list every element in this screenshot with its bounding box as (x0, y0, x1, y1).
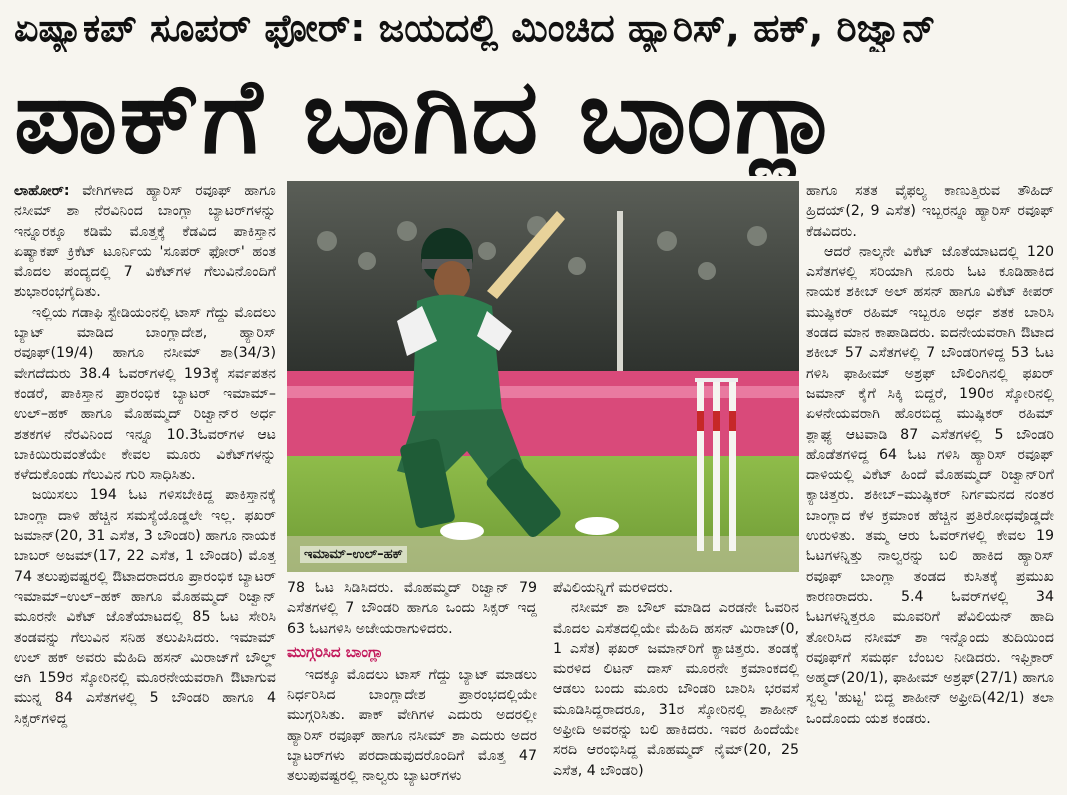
kicker-headline: ಏಷ್ಯಾಕಪ್ ಸೂಪರ್ ಫೋರ್: ಜಯದಲ್ಲಿ ಮಿಂಚಿದ ಹ್ಯಾರಿಸ್, ಹಕ್, ರಿಜ್ವಾನ್ (14, 6, 936, 50)
cricket-photo (287, 181, 799, 572)
photo-caption: ಇಮಾಮ್–ಉಲ್–ಹಕ್ (300, 546, 407, 563)
batsman-illustration (287, 181, 799, 572)
article-column-4 (806, 181, 1054, 793)
dateline: ಲಾಹೋರ್: (14, 183, 70, 199)
paragraph-text: ವೇಗಿಗಳಾದ ಹ್ಯಾರಿಸ್ ರವೂಫ್ ಹಾಗೂ ನಸೀಮ್ ಶಾ ನೆರವಿನಿಂದ ಬಾಂಗ್ಲಾ ಬ್ಯಾಟರ್‌ಗಳನ್ನು ಇನ್ನೂರಕ್ಕೂ ಕಡಿಮೆ ಮೊತ್ತಕ್ಕೆ ಕೆಡವಿದ ಪಾಕಿಸ್ತಾನ ಏಷ್ಯಾಕಪ್ ಕ್ರಿಕೆಟ್ ಟೂರ್ನಿಯ 'ಸೂಪರ್ ಫೋರ್' ಹಂತ ಮೊದಲ ಪಂದ್ಯದಲ್ಲಿ 7 ವಿಕೆಟ್‌ಗಳ ಗೆಲುವಿನೊಂದಿಗೆ ಶುಭಾರಂಭಗೈದಿತು. (14, 183, 276, 301)
paragraph: ಆದರೆ ನಾಲ್ಕನೇ ವಿಕೆಟ್ ಜೊತೆಯಾಟದಲ್ಲಿ 120 ಎಸೆತಗಳಲ್ಲಿ ಸರಿಯಾಗಿ ನೂರು ಓಟ ಕೂಡಿಹಾಕಿದ ನಾಯಕ ಶಕೀಬ್ ಅಲ್ ಹಸನ್ ಹಾಗೂ ವಿಕೆಟ್ ಕೀಪರ್ ಮುಷ್ಫಿಕರ್ ರಹಿಮ್ ಇಬ್ಬರೂ ಅರ್ಧ ಶತಕ ಬಾರಿಸಿ ತಂಡದ ಮಾನ ಕಾಪಾಡಿದರು. ಐದನೇಯವರಾಗಿ ಔಟಾದ ಶಕೀಬ್ 57 ಎಸೆತಗಳಲ್ಲಿ 7 ಬೌಂಡರಿಗಳಿದ್ದ 53 ಓಟ ಗಳಿಸಿ ಫಾಹೀಮ್ ಅಶ್ರಫ್ ಬೌಲಿಂಗಿನಲ್ಲಿ ಫಖರ್ ಜಮಾನ್ ಕೈಗೆ ಸಿಕ್ಕಿ ಬಿದ್ದರೆ, 190ರ ಸ್ಕೋರಿನಲ್ಲಿ ಏಳನೇಯವರಾಗಿ ಹೊರಬಿದ್ದ ಮುಷ್ಫಿಕರ್ ರಹಿಮ್ ಶ್ಲಾಘ್ಯ ಆಟವಾಡಿ 87 ಎಸೆತಗಳಲ್ಲಿ 5 ಬೌಂಡರಿ ಹೊಡೆತಗಳಿದ್ದ 64 ಓಟ ಗಳಿಸಿ ಹ್ಯಾರಿಸ್ ರವೂಫ್ ದಾಳಿಯಲ್ಲಿ ವಿಕೆಟ್ ಹಿಂದೆ ಮೊಹಮ್ಮದ್ ರಿಜ್ವಾನ್‌ರಿಗೆ ಕ್ಯಾಚಿತ್ತರು. ಶಕೀಬ್–ಮುಷ್ಫಿಕರ್ ನಿರ್ಗಮನದ ನಂತರ ಬಾಂಗ್ಲಾದ ಕೆಳ ಕ್ರಮಾಂಕ ಹೆಚ್ಚಿನ ಪ್ರತಿರೋಧವೊಡ್ಡದೇ ಉರುಳಿತು. ತಮ್ಮ ಆರು ಓವರ್‌ಗಳಲ್ಲಿ ಕೇವಲ 19 ಓಟಗಳನ್ನಿತ್ತು ನಾಲ್ವರನ್ನು ಬಲಿ ಹಾಕಿದ ಹ್ಯಾರಿಸ್ ರವೂಫ್ ಬಾಂಗ್ಲಾ ತಂಡದ ಕುಸಿತಕ್ಕೆ ಪ್ರಮುಖ ಕಾರಣರಾದರು. 5.4 ಓವರ್‌ಗಳಲ್ಲಿ 34 ಓಟಗಳನ್ನಿತ್ತರೂ ಮೂವರಿಗೆ ಪೆವಿಲಿಯನ್ ಹಾದಿ ತೋರಿಸಿದ ನಸೀಮ್ ಶಾ ಇನ್ನೊಂದು ತುದಿಯಿಂದ ರವೂಫ್‌ಗೆ ಸಮರ್ಥ ಬೆಂಬಲ ನೀಡಿದರು. ಇಫ್ತಿಕಾರ್ ಅಹ್ಮದ್(20/1), ಫಾಹೀಮ್ ಅಶ್ರಫ್(27/1) ಹಾಗೂ ಸ್ವಲ್ಪ 'ಹುಟ್ಟ' ಬಿದ್ದ ಶಾಹೀನ್ ಅಫ್ರೀದಿ(42/1) ತಲಾ ಒಂದೊಂದು ಯಶ ಕಂಡರು. (806, 243, 1054, 727)
main-headline: ಪಾಕ್‌ಗೆ ಬಾಗಿದ ಬಾಂಗ್ಲಾ (14, 56, 842, 176)
stumps (695, 378, 738, 551)
paragraph: ಇದಕ್ಕೂ ಮೊದಲು ಟಾಸ್ ಗೆದ್ದು ಬ್ಯಾಟ್ ಮಾಡಲು ನಿರ್ಧರಿಸಿದ ಬಾಂಗ್ಲಾದೇಶ ಪ್ರಾರಂಭದಲ್ಲಿಯೇ ಮುಗ್ಗರಿಸಿತು. ಪಾಕ್ ವೇಗಿಗಳ ಎದುರು ಅದರಲ್ಲೀ ಹ್ಯಾರಿಸ್ ರವೂಫ್ ಹಾಗೂ ನಸೀಮ್ ಶಾ ಎದುರು ಅದರ ಬ್ಯಾಟರ್‌ಗಳು ಪರದಾಡುವುದರೊಂದಿಗೆ ಮೊತ್ತ 47 ತಲುಪುವಷ್ಟರಲ್ಲಿ ನಾಲ್ವರು ಬ್ಯಾಟರ್‌ಗಳು (287, 666, 537, 785)
paragraph: ಹಾಗೂ ಸತತ ವೈಫಲ್ಯ ಕಾಣುತ್ತಿರುವ ತೌಹಿದ್ ಹ್ರಿದಯ್(2, 9 ಎಸೆತ) ಇಬ್ಬರನ್ನೂ ಹ್ಯಾರಿಸ್ ರವೂಫ್ ಕೆಡವಿದರು. (806, 183, 1054, 240)
article-column-2 (287, 578, 537, 793)
paragraph (14, 181, 276, 303)
article-column-1 (14, 181, 276, 793)
article-column-3 (553, 578, 799, 793)
paragraph: ಜಯಿಸಲು 194 ಓಟ ಗಳಿಸಬೇಕಿದ್ದ ಪಾಕಿಸ್ತಾನಕ್ಕೆ ಬಾಂಗ್ಲಾ ದಾಳಿ ಹೆಚ್ಚಿನ ಸಮಸ್ಯೆಯೊಡ್ಡಲೇ ಇಲ್ಲ. ಫಖರ್ ಜಮಾನ್(20, 31 ಎಸೆತ, 3 ಬೌಂಡರಿ) ಹಾಗೂ ನಾಯಕ ಬಾಬರ್ ಅಜಮ್(17, 22 ಎಸೆತ, 1 ಬೌಂಡರಿ) ಮೊತ್ತ 74 ತಲುಪುವಷ್ಟರಲ್ಲಿ ಔಟಾದರಾದರೂ ಪ್ರಾರಂಭಿಕ ಬ್ಯಾಟರ್ ಇಮಾಮ್–ಉಲ್–ಹಕ್ ಹಾಗೂ ಮೊಹಮ್ಮದ್ ರಿಜ್ವಾನ್ ಮೂರನೇ ವಿಕೆಟ್ ಜೊತೆಯಾಟದಲ್ಲಿ 85 ಓಟ ಸೇರಿಸಿ ತಂಡವನ್ನು ಗೆಲುವಿನ ಸನಿಹ ತಲುಪಿಸಿದರು. ಇಮಾಮ್ ಉಲ್ ಹಕ್ ಅವರು ಮೆಹಿದಿ ಹಸನ್ ಮಿರಾಜ್‌ಗೆ ಬೌಲ್ಡ್ ಆಗಿ 159ರ ಸ್ಕೋರಿನಲ್ಲಿ ಮೂರನೇಯವರಾಗಿ ಔಟಾಗುವ ಮುನ್ನ 84 ಎಸೆತಗಳಲ್ಲಿ 5 ಬೌಂಡರಿ ಹಾಗೂ 4 ಸಿಕ್ಸರ್‌ಗಳಿದ್ದ (14, 487, 276, 727)
subheading: ಮುಗ್ಗರಿಸಿದ ಬಾಂಗ್ಲಾ (287, 642, 384, 661)
paragraph: ನಸೀಮ್ ಶಾ ಬೌಲ್ ಮಾಡಿದ ಎರಡನೇ ಓವರಿನ ಮೊದಲ ಎಸೆತದಲ್ಲಿಯೇ ಮೆಹಿದಿ ಹಸನ್ ಮಿರಾಜ್(0, 1 ಎಸೆತ) ಫಖರ್ ಜಮಾನ್‌ರಿಗೆ ಕ್ಯಾಚಿತ್ತರು. ತಂಡಕ್ಕೆ ಮರಳಿದ ಲಿಟನ್ ದಾಸ್ ಮೂರನೇ ಕ್ರಮಾಂಕದಲ್ಲಿ ಆಡಲು ಬಂದು ಮೂರು ಬೌಂಡರಿ ಬಾರಿಸಿ ಭರವಸೆ ಮೂಡಿಸಿದ್ದರಾದರೂ, 31ರ ಸ್ಕೋರಿನಲ್ಲಿ ಶಾಹೀನ್ ಅಫ್ರೀದಿ ಅವರನ್ನು ಬಲಿ ಹಾಕಿದರು. ಇವರ ಹಿಂದೆಯೇ ಸರದಿ ಆರಂಭಿಸಿದ್ದ ಮೊಹಮ್ಮದ್ ನೈಮ್(20, 25 ಎಸೆತ, 4 ಬೌಂಡರಿ) (553, 600, 799, 779)
paragraph: ಪೆವಿಲಿಯನ್ನಿಗೆ ಮರಳಿದರು. (553, 580, 674, 596)
paragraph: 78 ಓಟ ಸಿಡಿಸಿದರು. ಮೊಹಮ್ಮದ್ ರಿಜ್ವಾನ್ 79 ಎಸೆತಗಳಲ್ಲಿ 7 ಬೌಂಡರಿ ಹಾಗೂ ಒಂದು ಸಿಕ್ಸರ್ ಇದ್ದ 63 ಓಟಗಳಿಸಿ ಅಜೇಯರಾಗುಳಿದರು. (287, 580, 537, 637)
paragraph: ಇಲ್ಲಿಯ ಗಡಾಫಿ ಸ್ಟೇಡಿಯಂನಲ್ಲಿ ಟಾಸ್ ಗೆದ್ದು ಮೊದಲು ಬ್ಯಾಟ್ ಮಾಡಿದ ಬಾಂಗ್ಲಾದೇಶ, ಹ್ಯಾರಿಸ್ ರವೂಫ್(19/4) ಹಾಗೂ ನಸೀಮ್ ಶಾ(34/3) ವೇಗದೆದುರು 38.4 ಓವರ್‌ಗಳಲ್ಲಿ 193ಕ್ಕೆ ಸರ್ವಪತನ ಕಂಡರೆ, ಪಾಕಿಸ್ತಾನ ಪ್ರಾರಂಭಿಕ ಬ್ಯಾಟರ್ ಇಮಾಮ್–ಉಲ್–ಹಕ್ ಹಾಗೂ ಮೊಹಮ್ಮದ್ ರಿಜ್ವಾನ್‌ರ ಅರ್ಧ ಶತಕಗಳ ನೆರವಿನಿಂದ ಇನ್ನೂ 10.3ಓವರ್‌ಗಳ ಆಟ ಬಾಕಿಯಿರುವಂತೆಯೇ ಕೇವಲ ಮೂರು ವಿಕೆಟ್‌ಗಳನ್ನು ಕಳೆದುಕೊಂಡು ಗೆಲುವಿನ ಗುರಿ ಸಾಧಿಸಿತು. (14, 304, 276, 484)
